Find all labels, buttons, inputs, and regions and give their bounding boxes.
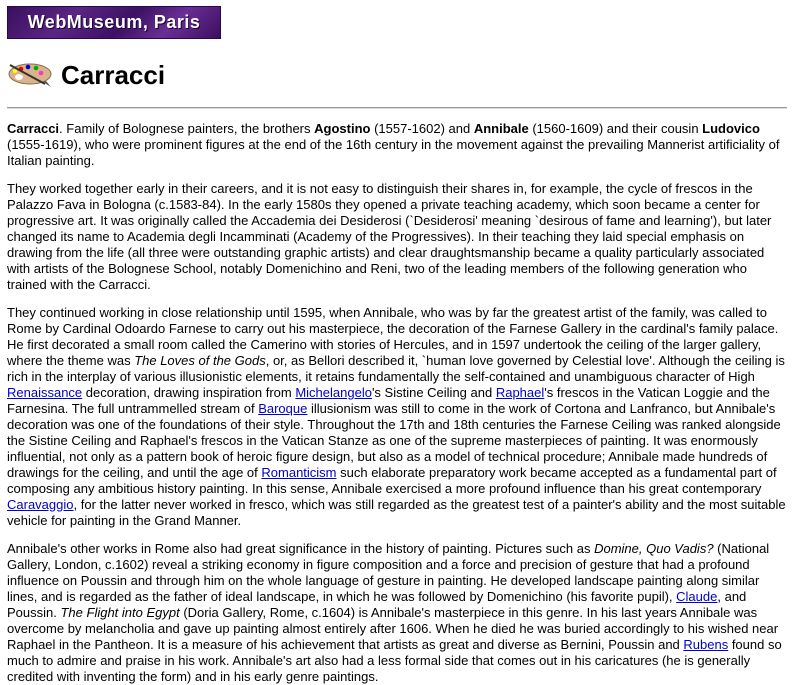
page-title: Carracci — [61, 60, 166, 90]
link-romanticism[interactable]: Romanticism — [261, 465, 337, 480]
artwork-title: The Flight into Egypt — [60, 605, 180, 620]
text: 's frescos in the Vatican Loggie and the Farnesina. The full untrammelled stream of — [7, 385, 770, 416]
text: (1555-1619), who were prominent figures at the end of the 16th century in the movement against the prevailing Mannerist artificiality of Italian painting. — [7, 137, 780, 168]
paragraph — [7, 181, 787, 293]
text: They worked together early in their careers, and it is not easy to distinguish their shares in, for example, the cycle of frescos in the Palazzo Fava in Bologna (c.1583-84). In the early 1580s they opened a private teaching academy, which soon became a center for progressive art. It was originally called the Accademia dei Desiderosi (`Desiderosi' meaning `desirous of fame and learning'), but later changed its name to Academia degli Incamminati (Academy of the Progressives). In their teaching they laid special emphasis on drawing from the life (all three were outstanding graphic artists) and clear draughtsmanship became a quality particularly associated with artists of the Bolognese School, notably Domenichino and Reni, two of the leading members of the following generation who trained with the Carracci. — [7, 181, 772, 292]
paragraph — [7, 121, 787, 169]
bold-name: Ludovico — [702, 121, 760, 136]
text: found so much to admire and praise in his work. Annibale's art also had a less formal side that comes out in his caricatures (he is generally credited with inventing the form) and in his early genre paintings. — [7, 637, 782, 684]
link-claude[interactable]: Claude — [676, 589, 718, 604]
paragraph — [7, 305, 787, 529]
link-renaissance[interactable]: Renaissance — [7, 385, 83, 400]
text: 's Sistine Ceiling and — [371, 385, 496, 400]
link-baroque[interactable]: Baroque — [258, 401, 308, 416]
article-body — [7, 121, 787, 685]
bold-name: Carracci — [7, 121, 60, 136]
text: decoration, drawing inspiration from — [82, 385, 296, 400]
bold-name: Annibale — [473, 121, 529, 136]
link-michelangelo[interactable]: Michelangelo — [295, 385, 372, 400]
text: such elaborate preparatory work became accepted as a fundamental part of composing any ambitious history painting. In this sense, Annibale exercised a more profound influence than his great contemporary — [7, 465, 777, 496]
divider — [7, 107, 787, 109]
text: , and Poussin. — [7, 589, 747, 620]
link-rubens[interactable]: Rubens — [683, 637, 729, 652]
text: , or, as Bellori described it, `human love governed by Celestial love'. Although the ceiling is rich in the interplay of various illusionistic elements, it retains fundamentally the self-contained and unambiguous character of High — [7, 353, 785, 384]
text: (1557-1602) and — [370, 121, 474, 136]
text: (1560-1609) and their cousin — [528, 121, 703, 136]
text: , for the latter never worked in fresco, which was still regarded as the greatest test of a painter's ability and the most suitable vehicle for painting in the Grand Manner. — [7, 497, 786, 528]
artwork-title: Domine, Quo Vadis? — [594, 541, 714, 556]
link-caravaggio[interactable]: Caravaggio — [7, 497, 74, 512]
text: . Family of Bolognese painters, the brothers — [59, 121, 315, 136]
palette-icon — [7, 62, 53, 88]
paragraph — [7, 541, 787, 685]
text: (National Gallery, London, c.1602) reveal a striking economy in figure composition and a force and precision of gesture that had a profound influence on Poussin and through him on the whole language of gesture in painting. He developed landscape painting along similar lines, and is regarded as the father of ideal landscape, in which he was followed by Domenichino (his favorite pupil), — [7, 541, 770, 604]
artwork-title: The Loves of the Gods — [134, 353, 266, 368]
text: Annibale's other works in Rome also had great significance in the history of painting. Pictures such as — [7, 541, 595, 556]
page-header — [7, 57, 787, 93]
bold-name: Agostino — [314, 121, 371, 136]
webmuseum-banner-link[interactable]: WebMuseum, Paris — [7, 6, 221, 39]
text: They continued working in close relationship until 1595, when Annibale, who was by far the greatest artist of the family, was called to Rome by Cardinal Odoardo Farnese to carry out his masterpiece, the decoration of the Farnese Gallery in the cardinal's family palace. He first decorated a small room called the Camerino with stories of Hercules, and in 1597 undertook the ceiling of the larger gallery, where the theme was — [7, 305, 779, 368]
text: illusionism was still to come in the work of Cortona and Lanfranco, but Annibale's decoration was one of the foundations of their style. Throughout the 17th and 18th centuries the Farnese Ceiling was ranked alongside the Sistine Ceiling and Raphael's frescos in the Vatican Stanze as one of the supreme masterpieces of painting. It was enormously influential, not only as a pattern book of heroic figure design, but also as a model of technical procedure; Annibale made hundreds of drawings for the ceiling, and until the age of — [7, 401, 781, 480]
link-raphael[interactable]: Raphael — [495, 385, 545, 400]
text: (Doria Gallery, Rome, c.1604) is Annibale's masterpiece in this genre. In his last years Annibale was overcome by melancholia and gave up painting almost entirely after 1606. When he died he was buried accordingly to his wished near Raphael in the Pantheon. It is a measure of his achievement that artists as great and diverse as Bernini, Poussin and — [7, 605, 779, 652]
